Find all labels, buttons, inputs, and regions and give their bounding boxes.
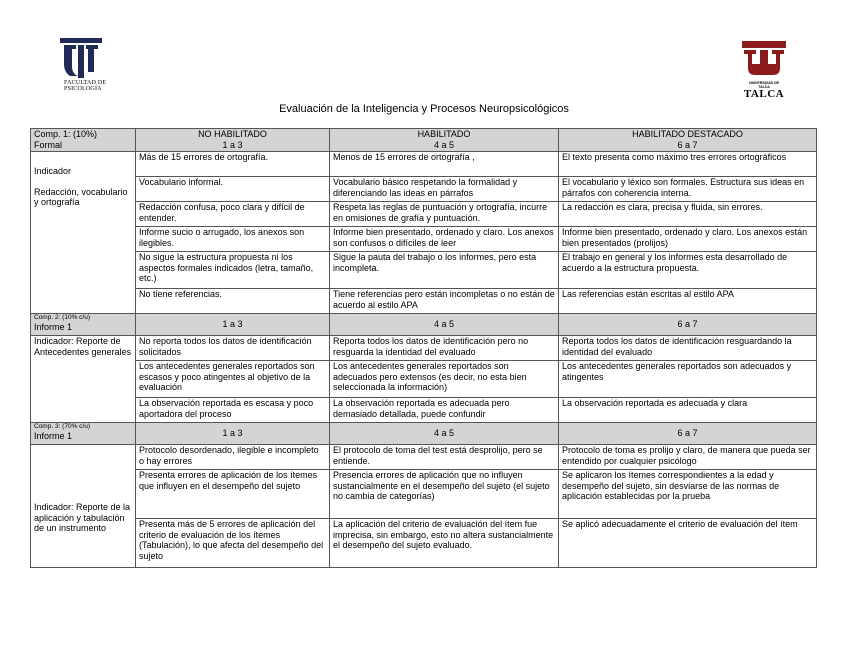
cell-no-habilitado: Los antecedentes generales reportados son escasos y poco atingentes al objetivo de la evaluación: [136, 361, 330, 398]
cell-destacado: La redacción es clara, precisa y fluida, sin errores.: [559, 202, 817, 227]
section-3-label: [31, 423, 136, 445]
cell-habilitado: Presencia errores de aplicación que no influyen sustancialmente en el desempeño del sujeto (el sujeto no cambia de categorías): [330, 470, 559, 519]
level-name: HABILITADO: [417, 129, 471, 139]
table-row: [31, 398, 817, 423]
section-2-indicator: Indicador: Reporte de Antecedentes generales: [31, 336, 136, 423]
level-no-habilitado: [136, 129, 330, 152]
cell-no-habilitado: No tiene referencias.: [136, 289, 330, 314]
cell-destacado: Los antecedentes generales reportados son adecuados y atingentes: [559, 361, 817, 398]
table-row: [31, 519, 817, 568]
cell-habilitado: Tiene referencias pero están incompletas o no están de acuerdo al estilo APA: [330, 289, 559, 314]
table-row: [31, 177, 817, 202]
table-row: [31, 202, 817, 227]
section-2-label: [31, 314, 136, 336]
cell-destacado: Las referencias están escritas al estilo APA: [559, 289, 817, 314]
faculty-logo-line-2: PSICOLOGÍA: [64, 86, 102, 92]
cell-no-habilitado: Más de 15 errores de ortografía.: [136, 152, 330, 177]
table-row: [31, 336, 817, 361]
section-3-indicator: [31, 445, 136, 568]
table-row: [31, 470, 817, 519]
level-name: HABILITADO DESTACADO: [632, 129, 743, 139]
range-destacado: [559, 423, 817, 445]
section-3-subtitle: Informe 1: [34, 431, 73, 441]
cell-no-habilitado: Vocabulario informal.: [136, 177, 330, 202]
cell-destacado: Reporta todos los datos de identificación resguardando la identidad del evaluado: [559, 336, 817, 361]
indicator-heading: Indicador: [34, 166, 72, 176]
cell-destacado: El vocabulario y léxico son formales. Estructura sus ideas en párrafos con coherencia interna.: [559, 177, 817, 202]
cell-no-habilitado: Presenta errores de aplicación de los ítemes que influyen en el desempeño del sujeto: [136, 470, 330, 519]
cell-habilitado: Sigue la pauta del trabajo o los informes, pero esta incompleta.: [330, 252, 559, 289]
cell-no-habilitado: La observación reportada es escasa y poco aportadora del proceso: [136, 398, 330, 423]
cell-habilitado: El protocolo de toma del test está desprolijo, pero se entiende.: [330, 445, 559, 470]
level-range: 4 a 5: [433, 319, 455, 330]
university-logo: [738, 40, 790, 98]
evaluation-rubric-table: [30, 128, 817, 568]
cell-habilitado: Respeta las reglas de puntuación y ortografía, incurre en omisiones de grafía y puntuación.: [330, 202, 559, 227]
level-range: 6 a 7: [677, 428, 698, 439]
range-habilitado: [330, 314, 559, 336]
table-row: [31, 227, 817, 252]
indicator-text: Redacción, vocabulario y ortografía: [34, 186, 128, 207]
cell-no-habilitado: Protocolo desordenado, ilegible e incompleto o hay errores: [136, 445, 330, 470]
indicator-text: Indicador: Reporte de la aplicación y tabulación de un instrumento: [34, 502, 131, 534]
section-1-component: Comp. 1: (10%): [34, 129, 98, 139]
level-name: NO HABILITADO: [198, 129, 267, 139]
table-row: [31, 289, 817, 314]
level-range: 1 a 3: [222, 139, 243, 150]
section-2-subtitle: Informe 1: [34, 322, 73, 332]
cell-destacado: Protocolo de toma es prolijo y claro, de manera que pueda ser entendido por cualquier psicólogo: [559, 445, 817, 470]
cell-destacado: La observación reportada es adecuada y clara: [559, 398, 817, 423]
cell-habilitado: Informe bien presentado, ordenado y claro. Los anexos son confusos o difíciles de leer: [330, 227, 559, 252]
section-1-header: [31, 129, 817, 152]
section-3-header: [31, 423, 817, 445]
section-3-component: Comp. 3: (70% c/u): [34, 423, 90, 430]
section-2-component: Comp. 2: (10% c/u): [34, 314, 90, 321]
level-range: 4 a 5: [433, 139, 455, 150]
level-range: 4 a 5: [433, 428, 455, 439]
university-logo-line-2: TALCA: [758, 85, 770, 89]
cell-no-habilitado: Redacción confusa, poco clara y difícil de entender.: [136, 202, 330, 227]
level-range: 1 a 3: [222, 428, 243, 439]
range-no-habilitado: [136, 314, 330, 336]
level-range: 6 a 7: [677, 139, 698, 150]
university-name: TALCA: [743, 88, 785, 100]
range-destacado: [559, 314, 817, 336]
range-habilitado: [330, 423, 559, 445]
range-no-habilitado: [136, 423, 330, 445]
table-row: [31, 361, 817, 398]
cell-habilitado: La observación reportada es adecuada pero demasiado detallada, puede confundir: [330, 398, 559, 423]
cell-habilitado: La aplicación del criterio de evaluación del ítem fue imprecisa, sin embargo, esto no altera sustancialmente el desempeño del sujeto evaluado.: [330, 519, 559, 568]
faculty-logo: [58, 36, 118, 102]
cell-habilitado: Vocabulario básico respetando la formalidad y diferenciando las ideas en párrafos: [330, 177, 559, 202]
section-1-indicator: [31, 152, 136, 314]
cell-destacado: El trabajo en general y los informes esta desarrollado de acuerdo a la estructura propuesta.: [559, 252, 817, 289]
cell-no-habilitado: No reporta todos los datos de identificación solicitados: [136, 336, 330, 361]
document-title: Evaluación de la Inteligencia y Procesos Neuropsicológicos: [279, 103, 569, 115]
cell-destacado: El texto presenta como máximo tres errores ortográficos: [559, 152, 817, 177]
table-row: [31, 445, 817, 470]
level-habilitado-destacado: [559, 129, 817, 152]
university-logo-mark-icon: [741, 40, 787, 76]
cell-habilitado: Los antecedentes generales reportados son adecuados pero extensos (es decir, no esta bien seleccionada la información): [330, 361, 559, 398]
cell-destacado: Informe bien presentado, ordenado y claro. Los anexos están bien presentados (prolijos): [559, 227, 817, 252]
cell-no-habilitado: Informe sucio o arrugado, los anexos son ilegibles.: [136, 227, 330, 252]
cell-habilitado: Menos de 15 errores de ortografía ,: [330, 152, 559, 177]
section-2-header: [31, 314, 817, 336]
section-1-label: [31, 129, 136, 152]
university-logo-line-1: UNIVERSIDAD DE: [749, 81, 779, 85]
level-range: 1 a 3: [222, 319, 243, 330]
table-row: [31, 252, 817, 289]
cell-destacado: Se aplicaron los ítemes correspondientes a la edad y desempeño del sujeto, sin desviarse de las normas de aplicación establecidas por la prueba: [559, 470, 817, 519]
faculty-logo-mark-icon: [58, 36, 104, 80]
cell-no-habilitado: Presenta más de 5 errores de aplicación del criterio de evaluación de los ítemes (Tabulación), lo que afecta del desempeño del sujeto: [136, 519, 330, 568]
cell-destacado: Se aplicó adecuadamente el criterio de evaluación del ítem: [559, 519, 817, 568]
cell-habilitado: Reporta todos los datos de identificación pero no resguarda la identidad del evaluado: [330, 336, 559, 361]
cell-no-habilitado: No sigue la estructura propuesta ni los aspectos formales indicados (letra, tamaño, etc.): [136, 252, 330, 289]
level-habilitado: [330, 129, 559, 152]
section-1-subtitle: Formal: [34, 139, 63, 150]
faculty-logo-line-1: FACULTAD DE: [64, 80, 107, 86]
level-range: 6 a 7: [677, 319, 698, 330]
table-row: [31, 152, 817, 177]
